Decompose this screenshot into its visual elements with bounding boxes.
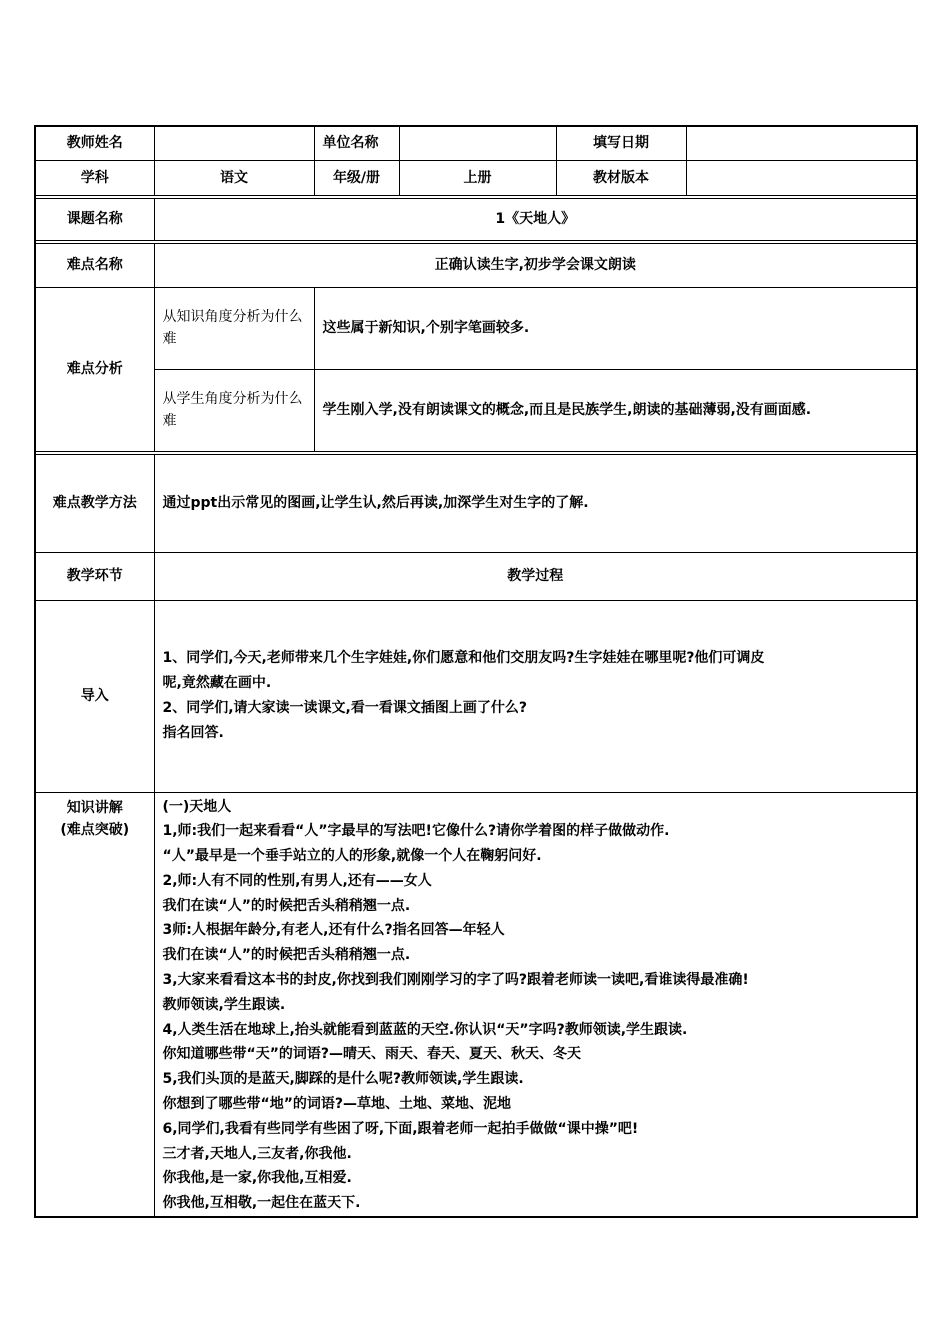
knowledge-line: 你知道哪些带“天”的词语?—晴天、雨天、春天、夏天、秋天、冬天	[162, 1046, 582, 1063]
analysis-row-knowledge	[35, 287, 917, 369]
knowledge-line: 4,人类生活在地球上,抬头就能看到蓝蓝的天空.你认识“天”字吗?教师领读,学生跟读.	[162, 1021, 688, 1038]
knowledge-line: 2,师:人有不同的性别,有男人,还有——女人	[162, 872, 432, 889]
knowledge-line: “人”最早是一个垂手站立的人的形象,就像一个人在鞠躬问好.	[162, 848, 542, 865]
header-row-1	[35, 126, 917, 160]
teacher-name-label: 教师姓名	[35, 126, 154, 160]
intro-line: 2、同学们,请大家读一读课文,看一看课文插图上画了什么?	[162, 700, 527, 716]
knowledge-row	[35, 792, 917, 1217]
date-label: 填写日期	[556, 126, 686, 160]
analysis-label: 难点分析	[35, 287, 154, 451]
grade-value[interactable]: 上册	[399, 160, 556, 195]
intro-line: 呢,竟然藏在画中.	[162, 675, 272, 691]
teacher-name-value[interactable]	[154, 126, 314, 160]
knowledge-line: 6,同学们,我看有些同学有些困了呀,下面,跟着老师一起拍手做做“课中操”吧!	[162, 1120, 639, 1137]
knowledge-angle-label: 从知识角度分析为什么难	[154, 287, 314, 369]
subject-label: 学科	[35, 160, 154, 195]
intro-line: 1、同学们,今天,老师带来几个生字娃娃,你们愿意和他们交朋友吗?生字娃娃在哪里呢?他们可调皮	[162, 650, 765, 666]
student-angle-label: 从学生角度分析为什么难	[154, 369, 314, 451]
knowledge-content[interactable]	[154, 792, 917, 1217]
difficulty-row	[35, 243, 917, 287]
intro-content[interactable]	[154, 600, 917, 792]
knowledge-angle-value[interactable]: 这些属于新知识,个别字笔画较多.	[314, 287, 917, 369]
knowledge-line: 5,我们头顶的是蓝天,脚踩的是什么呢?教师领读,学生跟读.	[162, 1071, 524, 1088]
header-row-2	[35, 160, 917, 195]
knowledge-line: 你想到了哪些带“地”的词语?—草地、土地、菜地、泥地	[162, 1096, 512, 1113]
knowledge-line: 1,师:我们一起来看看“人”字最早的写法吧!它像什么?请你学着图的样子做做动作.	[162, 823, 670, 840]
knowledge-line: 教师领读,学生跟读.	[162, 996, 286, 1013]
intro-line: 指名回答.	[162, 725, 224, 741]
intro-row	[35, 600, 917, 792]
knowledge-line: 3,大家来看看这本书的封皮,你找到我们刚刚学习的字了吗?跟着老师读一读吧,看谁读得最准确!	[162, 972, 749, 989]
method-value[interactable]: 通过ppt出示常见的图画,让学生认,然后再读,加深学生对生字的了解.	[154, 454, 917, 552]
lesson-plan-table	[34, 125, 918, 1218]
lesson-plan-sheet	[34, 125, 916, 1218]
process-header-row	[35, 552, 917, 600]
knowledge-line: 你我他,互相敬,一起住在蓝天下.	[162, 1195, 361, 1212]
knowledge-line: 我们在读“人”的时候把舌头稍稍翘一点.	[162, 897, 411, 914]
topic-label: 课题名称	[35, 198, 154, 240]
date-value[interactable]	[686, 126, 917, 160]
topic-row	[35, 198, 917, 240]
intro-label: 导入	[35, 600, 154, 792]
knowledge-label-line1: 知识讲解	[66, 799, 123, 816]
edition-value[interactable]	[686, 160, 917, 195]
unit-value[interactable]	[399, 126, 556, 160]
knowledge-line: 我们在读“人”的时候把舌头稍稍翘一点.	[162, 947, 411, 964]
knowledge-line: 你我他,是一家,你我他,互相爱.	[162, 1170, 352, 1187]
process-header: 教学过程	[154, 552, 917, 600]
subject-value[interactable]: 语文	[154, 160, 314, 195]
knowledge-label-line2: (难点突破)	[60, 821, 130, 838]
difficulty-label: 难点名称	[35, 243, 154, 287]
method-label: 难点教学方法	[35, 454, 154, 552]
stage-header: 教学环节	[35, 552, 154, 600]
analysis-row-student	[35, 369, 917, 451]
knowledge-label	[35, 792, 154, 1217]
edition-label: 教材版本	[556, 160, 686, 195]
topic-value[interactable]: 1《天地人》	[154, 198, 917, 240]
student-angle-value[interactable]: 学生刚入学,没有朗读课文的概念,而且是民族学生,朗读的基础薄弱,没有画面感.	[314, 369, 917, 451]
method-row	[35, 454, 917, 552]
knowledge-line: (一)天地人	[162, 798, 232, 815]
knowledge-line: 三才者,天地人,三友者,你我他.	[162, 1145, 352, 1162]
difficulty-value[interactable]: 正确认读生字,初步学会课文朗读	[154, 243, 917, 287]
knowledge-line: 3师:人根据年龄分,有老人,还有什么?指名回答—年轻人	[162, 922, 505, 939]
grade-label: 年级/册	[314, 160, 399, 195]
unit-label: 单位名称	[314, 126, 399, 160]
